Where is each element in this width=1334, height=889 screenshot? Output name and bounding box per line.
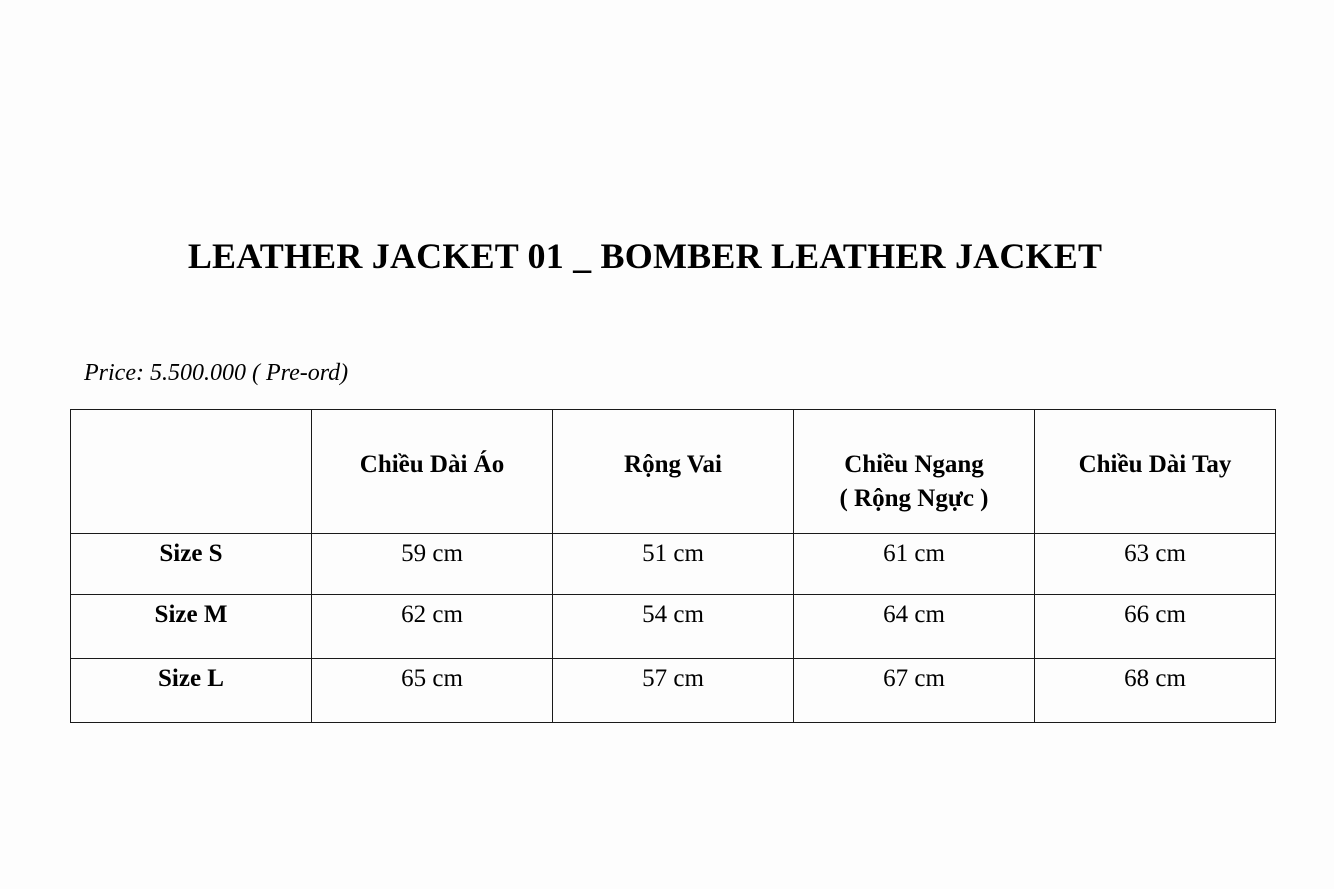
table-cell: 57 cm xyxy=(553,659,794,723)
table-header-cell-empty xyxy=(71,410,312,534)
table-cell: 59 cm xyxy=(312,534,553,595)
table-cell: 63 cm xyxy=(1035,534,1276,595)
table-header-cell-chest: Chiều Ngang ( Rộng Ngực ) xyxy=(794,410,1035,534)
size-chart-table xyxy=(70,409,1276,723)
row-label: Size S xyxy=(71,534,312,595)
table-cell: 62 cm xyxy=(312,595,553,659)
table-cell: 66 cm xyxy=(1035,595,1276,659)
table-header-cell-shoulder: Rộng Vai xyxy=(553,410,794,534)
table-cell: 51 cm xyxy=(553,534,794,595)
table-cell: 61 cm xyxy=(794,534,1035,595)
table-cell: 67 cm xyxy=(794,659,1035,723)
price-text: Price: 5.500.000 ( Pre-ord) xyxy=(84,360,349,386)
table-cell: 68 cm xyxy=(1035,659,1276,723)
table-cell: 65 cm xyxy=(312,659,553,723)
row-label: Size L xyxy=(71,659,312,723)
table-header-cell-length: Chiều Dài Áo xyxy=(312,410,553,534)
table-row xyxy=(71,595,1276,659)
table-cell: 54 cm xyxy=(553,595,794,659)
table-row xyxy=(71,534,1276,595)
row-label: Size M xyxy=(71,595,312,659)
table-cell: 64 cm xyxy=(794,595,1035,659)
table-header-row xyxy=(71,410,1276,534)
table-row xyxy=(71,659,1276,723)
table-header-cell-sleeve: Chiều Dài Tay xyxy=(1035,410,1276,534)
page-title: LEATHER JACKET 01 _ BOMBER LEATHER JACKET xyxy=(187,236,1103,276)
